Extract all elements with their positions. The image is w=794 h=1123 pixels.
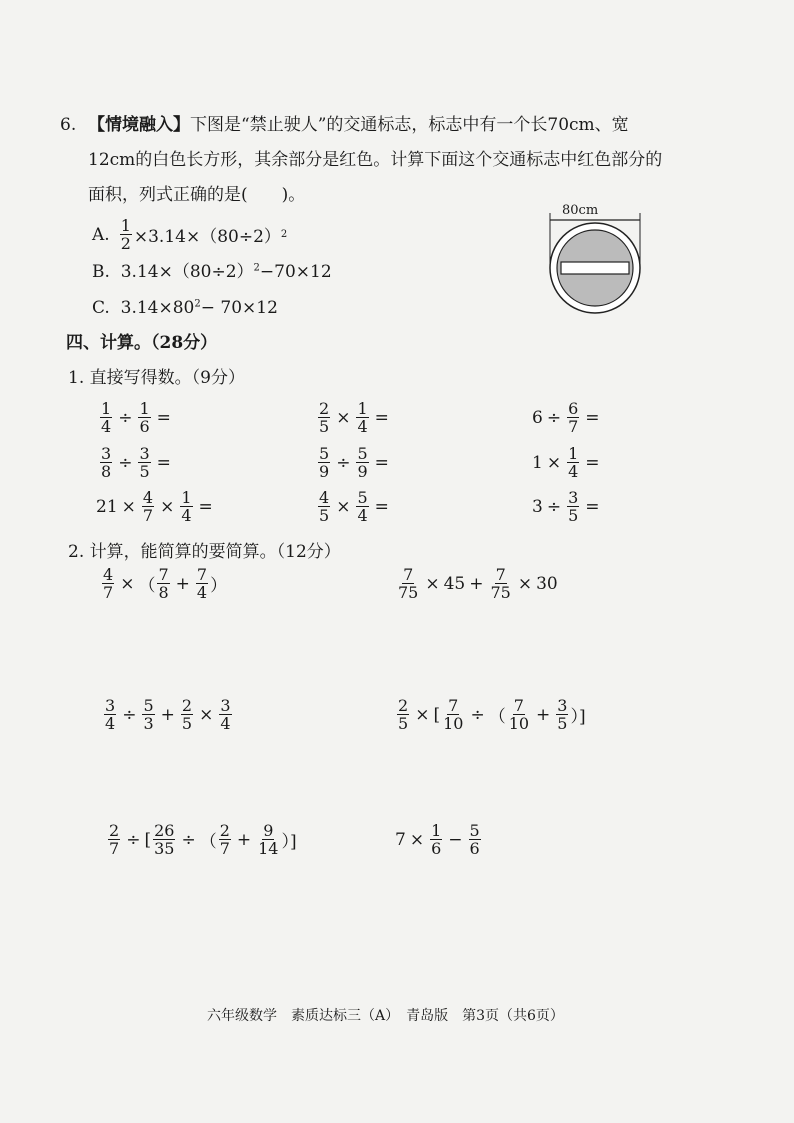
q6-line1	[88, 115, 629, 135]
option-a-expr: ×3.14×（80÷2）	[133, 227, 281, 247]
q6-option-a	[92, 217, 287, 252]
calc-item: 7 × $\frac{1}{6}$ − $\frac{5}{6}$	[395, 821, 480, 858]
page-footer: 六年级数学 素质达标三（A） 青岛版 第3页（共6页）	[207, 1008, 564, 1024]
calc-item: $\frac{4}{5}$ × $\frac{5}{4}$ =	[319, 488, 389, 525]
sign-width-label: 80cm	[562, 203, 599, 218]
q6-line3: 面积，列式正确的是( )。	[88, 185, 306, 205]
q6-tag: 【情境融入】	[88, 115, 190, 135]
calc-item: $\frac{5}{9}$ ÷ $\frac{5}{9}$ =	[319, 444, 389, 481]
calc-item: $\frac{4}{7}$ × （ 7 8 + $\frac{7}{4}$ ）	[103, 565, 228, 602]
calc-item: 6 ÷ $\frac{6}{7}$ =	[532, 399, 600, 436]
calc-item: $\frac{3}{8}$ ÷ $\frac{3}{5}$ =	[101, 444, 171, 481]
calc-item: $\frac{2}{5}$ × [ $\frac{7}{10}$ ÷ （ 7 10 + $\frac{3}{5}$ ）]	[398, 696, 586, 733]
calc-item: $\frac{3}{4}$ ÷ $\frac{5}{3}$ + $\frac{2}{5}$ × $\frac{3}{4}$	[105, 696, 231, 733]
q6-option-b: B. $3.14\times(80\div 2)^2-70\times 12$	[92, 262, 332, 282]
calc-item: $\frac{7}{75}$ × 45 + $\frac{7}{75}$ × 30	[398, 565, 558, 602]
calc-item: $\frac{2}{7}$ ÷ [ $\frac{26}{35}$ ÷ （ 2 7 + $\frac{9}{14}$ ）]	[109, 821, 297, 858]
calc-item: 3 ÷ $\frac{3}{5}$ =	[532, 488, 600, 525]
calc-item: $\frac{1}{4}$ ÷ $\frac{1}{6}$ =	[101, 399, 171, 436]
part1-title: 1. 直接写得数。（9分）	[68, 368, 245, 388]
calc-item: $\frac{2}{5}$ × $\frac{1}{4}$ =	[319, 399, 389, 436]
q6-option-c: C. $3.14\times 80^2- 70\times 12$	[92, 298, 278, 318]
option-a-label: A.	[92, 224, 110, 245]
section-title: 四、计算。（28分）	[66, 333, 218, 353]
q6-line2: 12cm的白色长方形，其余部分是红色。计算下面这个交通标志中红色部分的	[88, 150, 663, 170]
exponent: 2	[280, 229, 288, 240]
calc-item: 1 × $\frac{1}{4}$ =	[532, 444, 600, 481]
q6-number: 6.	[60, 115, 77, 135]
fraction: $\frac{1}{2}$	[120, 216, 131, 253]
q6-text-1: 下图是“禁止驶人”的交通标志，标志中有一个长70cm、宽	[190, 115, 629, 135]
part2-title: 2. 计算，能简算的要简算。（12分）	[68, 542, 341, 562]
calc-item: 21 × $\frac{4}{7}$ × $\frac{1}{4}$ =	[96, 488, 213, 525]
